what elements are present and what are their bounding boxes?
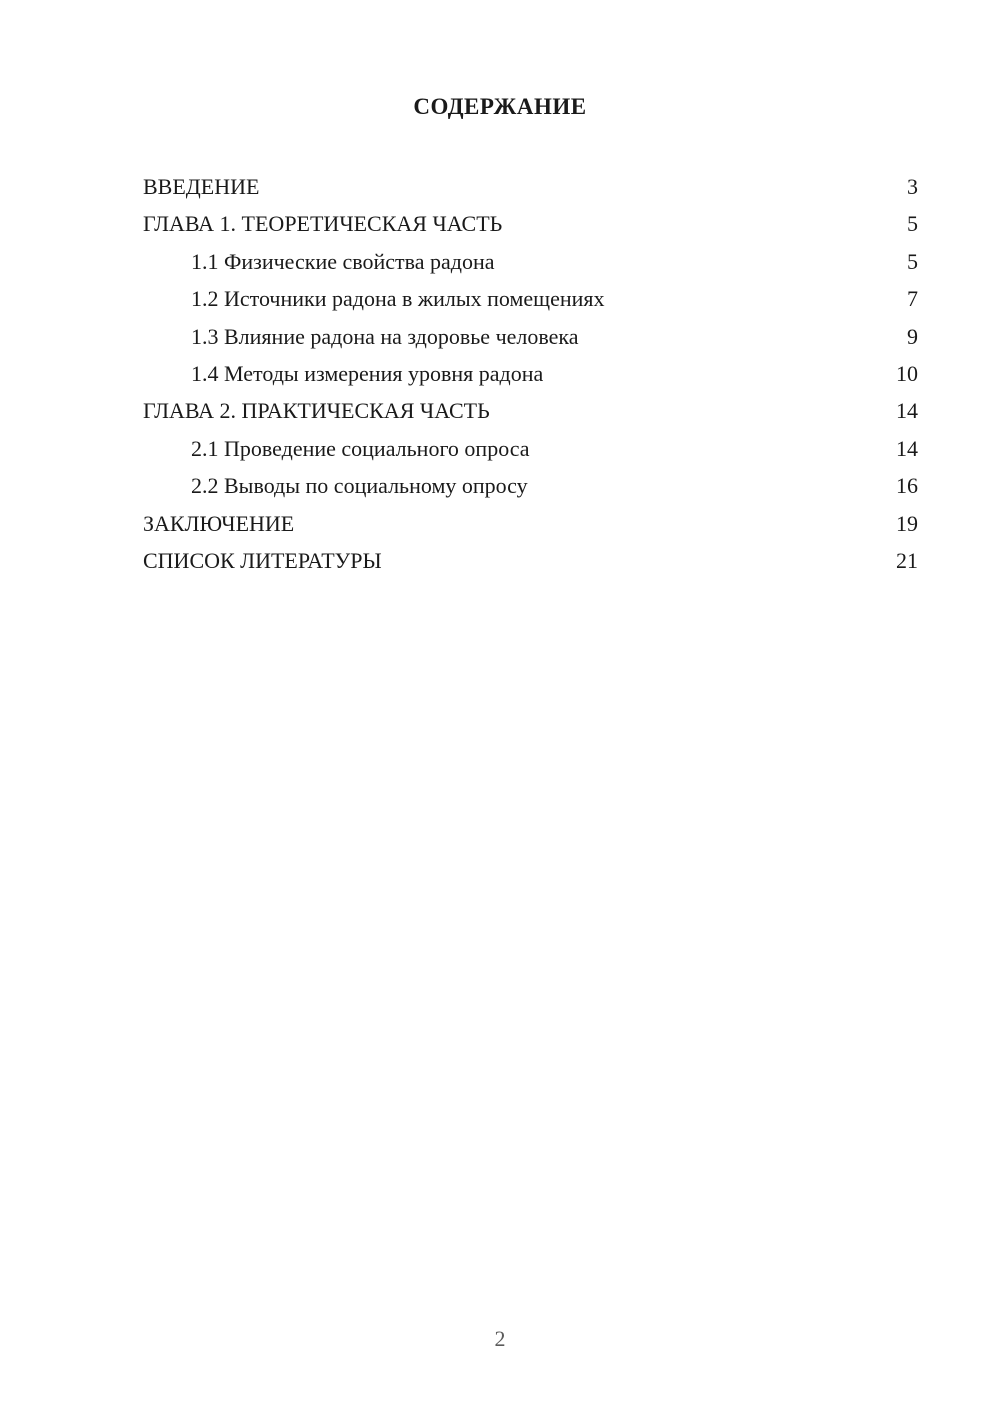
toc-entry bbox=[143, 318, 918, 355]
toc-entry-page: 14 bbox=[896, 398, 918, 424]
toc-entry bbox=[143, 467, 918, 504]
table-of-contents bbox=[143, 168, 918, 579]
toc-entry bbox=[143, 505, 918, 542]
toc-entry-label: ГЛАВА 2. ПРАКТИЧЕСКАЯ ЧАСТЬ bbox=[143, 398, 490, 424]
toc-entry-label: 1.1 Физические свойства радона bbox=[191, 248, 495, 274]
toc-entry bbox=[143, 168, 918, 205]
toc-entry-page: 10 bbox=[896, 360, 918, 386]
toc-entry-label: СПИСОК ЛИТЕРАТУРЫ bbox=[143, 547, 382, 573]
toc-entry-label: ЗАКЛЮЧЕНИЕ bbox=[143, 510, 295, 536]
toc-entry bbox=[143, 243, 918, 280]
toc-entry-page: 16 bbox=[896, 473, 918, 499]
toc-entry bbox=[143, 355, 918, 392]
toc-entry bbox=[143, 205, 918, 242]
toc-entry-label: 1.2 Источники радона в жилых помещениях bbox=[191, 286, 605, 312]
toc-entry-label: 2.1 Проведение социального опроса bbox=[191, 435, 530, 461]
toc-entry-page: 3 bbox=[907, 174, 918, 199]
toc-entry bbox=[143, 542, 918, 579]
toc-entry-label: 1.3 Влияние радона на здоровье человека bbox=[191, 323, 579, 349]
toc-entry-label: ВВЕДЕНИЕ bbox=[143, 174, 260, 199]
toc-entry bbox=[143, 280, 918, 317]
toc-entry-page: 5 bbox=[907, 248, 918, 274]
toc-entry-label: ГЛАВА 1. ТЕОРЕТИЧЕСКАЯ ЧАСТЬ bbox=[143, 211, 503, 237]
toc-entry-page: 5 bbox=[907, 211, 918, 237]
footer-page-number: 2 bbox=[494, 1326, 506, 1351]
toc-entry-page: 9 bbox=[907, 323, 918, 349]
toc-entry-label: 2.2 Выводы по социальному опросу bbox=[191, 473, 528, 499]
toc-entry-page: 21 bbox=[896, 547, 918, 573]
toc-entry-label: 1.4 Методы измерения уровня радона bbox=[191, 360, 544, 386]
page-title: СОДЕРЖАНИЕ bbox=[413, 94, 587, 119]
toc-entry-page: 19 bbox=[896, 510, 918, 536]
toc-entry-page: 14 bbox=[896, 435, 918, 461]
toc-entry-page: 7 bbox=[907, 286, 918, 312]
toc-entry bbox=[143, 392, 918, 429]
toc-entry bbox=[143, 430, 918, 467]
